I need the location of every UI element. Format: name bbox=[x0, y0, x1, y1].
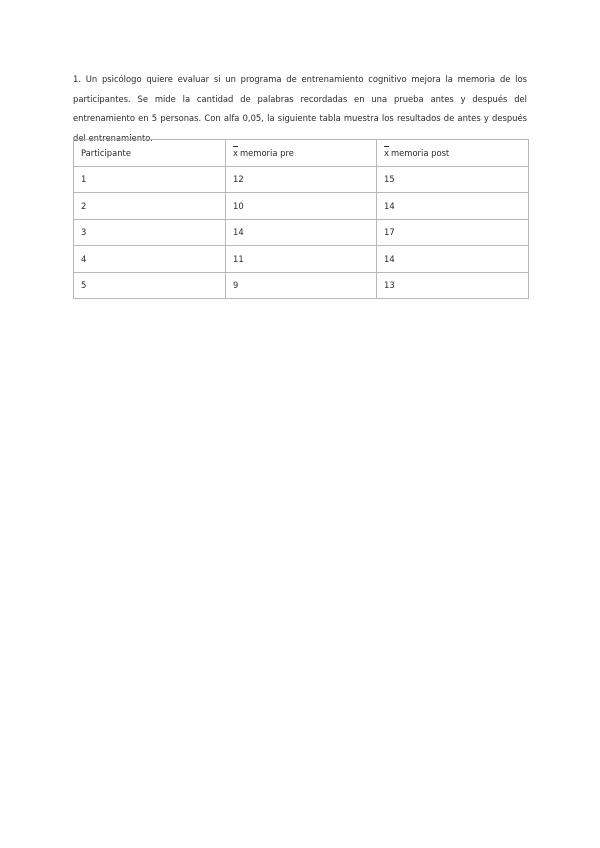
table-row bbox=[74, 166, 529, 193]
cell-participant: 4 bbox=[74, 246, 226, 273]
x-bar-symbol: x bbox=[384, 147, 389, 158]
problem-statement: 1. Un psicólogo quiere evaluar si un programa de entrenamiento cognitivo mejora la memoria de los participantes. Se mide la cantidad de palabras recordadas en una prueba antes y después del entrenamiento en 5 personas. Con alfa 0,05, la siguiente tabla muestra los resultados de antes y después del entrenamiento. bbox=[73, 74, 527, 143]
cell-participant: 1 bbox=[74, 166, 226, 193]
cell-memory-pre: 11 bbox=[226, 246, 377, 273]
header-memory-post-label: memoria post bbox=[390, 147, 450, 158]
cell-participant: 3 bbox=[74, 219, 226, 246]
cell-memory-post: 14 bbox=[377, 246, 529, 273]
header-memory-post bbox=[377, 140, 529, 167]
cell-memory-pre: 12 bbox=[226, 166, 377, 193]
table-row bbox=[74, 272, 529, 299]
header-memory-pre-label: memoria pre bbox=[239, 147, 294, 158]
table-row bbox=[74, 193, 529, 220]
table-row bbox=[74, 246, 529, 273]
results-table bbox=[73, 139, 529, 299]
cell-participant: 5 bbox=[74, 272, 226, 299]
cell-memory-post: 17 bbox=[377, 219, 529, 246]
table-header-row bbox=[74, 140, 529, 167]
cell-memory-post: 14 bbox=[377, 193, 529, 220]
cell-memory-post: 13 bbox=[377, 272, 529, 299]
cell-memory-pre: 10 bbox=[226, 193, 377, 220]
cell-participant: 2 bbox=[74, 193, 226, 220]
table-row bbox=[74, 219, 529, 246]
cell-memory-post: 15 bbox=[377, 166, 529, 193]
header-participant: Participante bbox=[74, 140, 226, 167]
header-memory-pre bbox=[226, 140, 377, 167]
cell-memory-pre: 14 bbox=[226, 219, 377, 246]
cell-memory-pre: 9 bbox=[226, 272, 377, 299]
x-bar-symbol: x bbox=[233, 147, 238, 158]
